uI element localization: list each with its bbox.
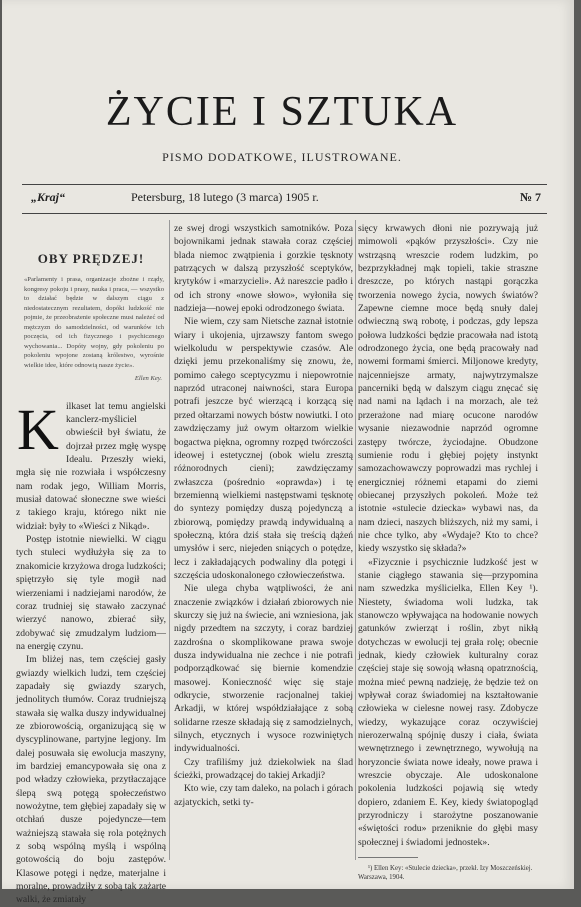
paragraph: Nie ulega chyba wątpliwości, że ani znaczenie związków i działań zbiorowych nie skurczy się już na świecie, ani wzniesiona, jak nigdy przedtem na szczyty, i coraz bardziej zazdrośna o skomplikowane prawa swoje dusza indywidualna nie zechce i nie potrafi podporządkować się biernie komendzie masowej. Konieczność więc się staje odkrycie, stworzenie racjonalnej takiej Arkadji, w której współdziałające z sobą solidarne rzesze składają się z samodzielnych, silnych, etycznych i wysoce rozwiniętych indywidualności.: [174, 583, 353, 755]
masthead-rule-bottom: [22, 213, 547, 214]
paragraph: Kto wie, czy tam daleko, na polach i górach azjatyckich, setki ty-: [174, 783, 353, 808]
paragraph: Czy trafiliśmy już dziekolwiek na ślad ścieżki, prowadzącej do takiej Arkadji?: [174, 756, 353, 782]
footnote-rule: [358, 857, 418, 858]
paragraph: ilkaset lat temu angielski kanclerz-myśliciel obwieścił był światu, że dojrzał przez mgłę wyspę Idealu. Przeszły wieki, mgła się nie rozwiała i współczesny nam rodak jego, William Morris, musiał datować słoneczne swe wieści z takiego kraju, którego nikt nie widział: były to «Wieści z Nikąd».: [16, 400, 166, 532]
footnote: ¹) Ellen Key: «Stulecie dziecka», przekł. Izy Moszczeńskiej. Warszawa, 1904.: [358, 865, 533, 882]
epigraph: «Parlamenty i prasa, organizacje zbożne i rządy, kongresy pokoju i prasy, nauka i praca, — wszystko to działać będzie w dalszym ciągu z niedostatecznym rezultatem, dopóki ludzkość nie pojmie, że przeobrażenie społeczne musi należeć od mężczyzn do samodzielności, od warunków ich poczęcia, od ich fizycznego i psychicznego wychowania... Dopóty wojny, gdy pokoleniu po pokoleniu wpojone zostaną królestwo, wyrośnie wielkie idee, które odnowią nasze życie».: [24, 276, 164, 369]
article-title: OBY PRĘDZEJ!: [37, 251, 145, 266]
issue-number: № 7: [519, 190, 541, 204]
page-subtitle: PISMO DODATKOWE, ILUSTROWANE.: [162, 150, 402, 164]
column-rule: [355, 220, 356, 860]
paragraph: ze swej drogi wszystkich samotników. Poza bojownikami jednak stawała coraz częściej blada niemoc zwątpienia i gorzkie tęsknoty patrzących w dalszą przyszłość sceptyków, krytyków i «marzycieli». Aż nareszcie padło i od ich strony «nowe słowo», wyłoniła się nadzieja—nowej epoki odrodzonego świata.: [174, 223, 353, 315]
publication-name: „Kraj“: [31, 190, 66, 204]
dateline: Petersburg, 18 lutego (3 marca) 1905 r.: [131, 190, 319, 204]
masthead-row: [27, 190, 547, 210]
drop-cap: K: [17, 396, 59, 462]
column-2: [174, 222, 353, 809]
column-3: [358, 222, 538, 882]
page: [2, 0, 574, 906]
paragraph: Postęp istotnie niewielki. W ciągu tych stuleci wydłużyła się za to znakomicie krzyżowa droga ludzkości; spiętrzyło się tyle mogił nad wierzeniami i nadziejami narodów, że coraz trudniej się stawało zaczynać wierzyć nanowo, zbierać siły, zdobywać się zmudzalym ludziom—na energię czynu.: [16, 534, 166, 652]
paragraph: Im bliżej nas, tem częściej gasły gwiazdy wielkich ludzi, tem częściej zapadały się gwiazdy szarych, jednolitych tłumów. Coraz trudniejszą stawała się walka duszy indywidualnej ze zbiorowością, organizującą się w dyscyplinowane, partyjne legjony. Im dalej posuwała się ewolucja maszyny, im bardziej emancypowała się ona z pod władzy człowieka, przytłaczające ślepą swą potęgą społeczeństwo nowożytne, tem głębiej zapadały się w otchłań dusze pojedyncze—tem ważniejszą stawała się rola potężnych z sobą wspólną myślą i wspólną gotowością do boju zastępów. Klasowe potęgi i nędze, materjalne i moralne, prowadziły z sobą tak zażarte walki, że zmiatały: [16, 654, 166, 906]
page-title: ŻYCIE I SZTUKA: [105, 89, 459, 135]
masthead-rule-top: [22, 184, 547, 185]
paragraph: «Fizycznie i psychicznie ludzkość jest w stanie ciągłego stawania się—przypomina nam szwedzka myślicielka, Ellen Key ¹). Niestety, świadoma woli ludzka, tak stanowczo wpływająca na hodowanie nowych gatunków zwierząt i roślin, zbyt nikłą dotychczas w ewolucji tej grała rolę; obecnie jednak, kiedy człowiek kulturalny coraz częściej staje się sowoją własną opatrznością, można mieć pewną nadzieję, że będzie też on wpływał coraz świadomiej na kształtowanie człowieka w cielesne nowej rasy. Zdobycze wiedzy, wykazujące coraz oczywiściej nierozerwalną spójnię duszy i ciała, świata wewnętrznego i zewnętrznego, wywołują na horyzoncie świata nowe ideały, nowe prawa i wreszcie obyczaje. Ale udoskonalone pokolenia ludzkości pojawią się wtedy dopiero, zdaniem E. Key, kiedy światopogląd przyrodniczy i starożytne poszanowanie «świętości rodu» przeniknie do głębi masy społecznej i świadomi jednostek».: [358, 556, 538, 848]
epigraph-author: Ellen Key.: [134, 375, 162, 383]
column-rule: [169, 220, 170, 860]
paragraph: Nie wiem, czy sam Nietsche zaznał istotnie wiary i ukojenia, ujrzawszy fantom swego wielkoludu w perspektywie czasów. Ale dzięki jemu przekonaliśmy się znowu, że, pomimo całego sceptycyzmu i niepowrotnie naprzód utraconej naiwności, stara Europa potrafi jeszcze być wierzącą i korzącą się przed ołtarzami nowych bóstw nowiutki. I oto zawdzięczamy już owym ołtarzom wielkie bogactwa piękna, ogromny rozpęd twórczości ideowej i estetycznej (obok wielu zresztą różnorodnych cieni); zawdzięczamy zwłaszcza (pośrednio «oprawda») i tę brzemienną wielkiemi następstwami tęsknotę do syntezy pomiędzy duszą pojedynczą a zbiorową, pomiędzy prawdą indywidualną a społeczną, która dziś stała się treścią dążeń umysłów i serc, niejeden sniących o potędze, lecz i zakładających podwaliny dla potęgi i szczęścia udoskonalonego człowieczeństwa.: [174, 316, 353, 581]
paragraph: sięcy krwawych dłoni nie pozrywają już mimowoli «pąków przyszłości». Czy nie wstrząsną wreszcie rodem ludzkim, po bezprzykładnej mąk topieli, takie straszne dreszcze, po których nastąpi gorączka tworzenia nowego życia, nowych światów? Zapewne ciemne moce będą snuły dalej odwieczną swą robotę, i podczas, gdy lepsza połowa ludzkości będzie pracowała nad istotą odrodzonego życia, one będą pracowały nad nowemi formami śmierci. Miljonowe kredyty, najcenniejsze armaty, najwytrzymalsze pancerniki będą w dalszym ciągu znęcać się nad nami na lądach i na morzach, ale też przerażone nad miarę ocucone narodów wysanie niezawodnie naprzód ogromne zastępy twórcze, życiodajne. Obudzone sumienie rodu i głębiej pojęty instynkt samozachowawczy poprowadzi mas rychlej i energiczniej różnemi etapami do ziemi obiecanej przyszłych pokoleń. Może też istotnie «stulecie dziecka» wybawi nas, da nam dzieci, naszych bliższych, niż my sami, i nie chce tylko, aby «Wydaje? Kto to chce? kiedy wszystko się składa?»: [358, 223, 538, 555]
column-1: [16, 222, 166, 907]
